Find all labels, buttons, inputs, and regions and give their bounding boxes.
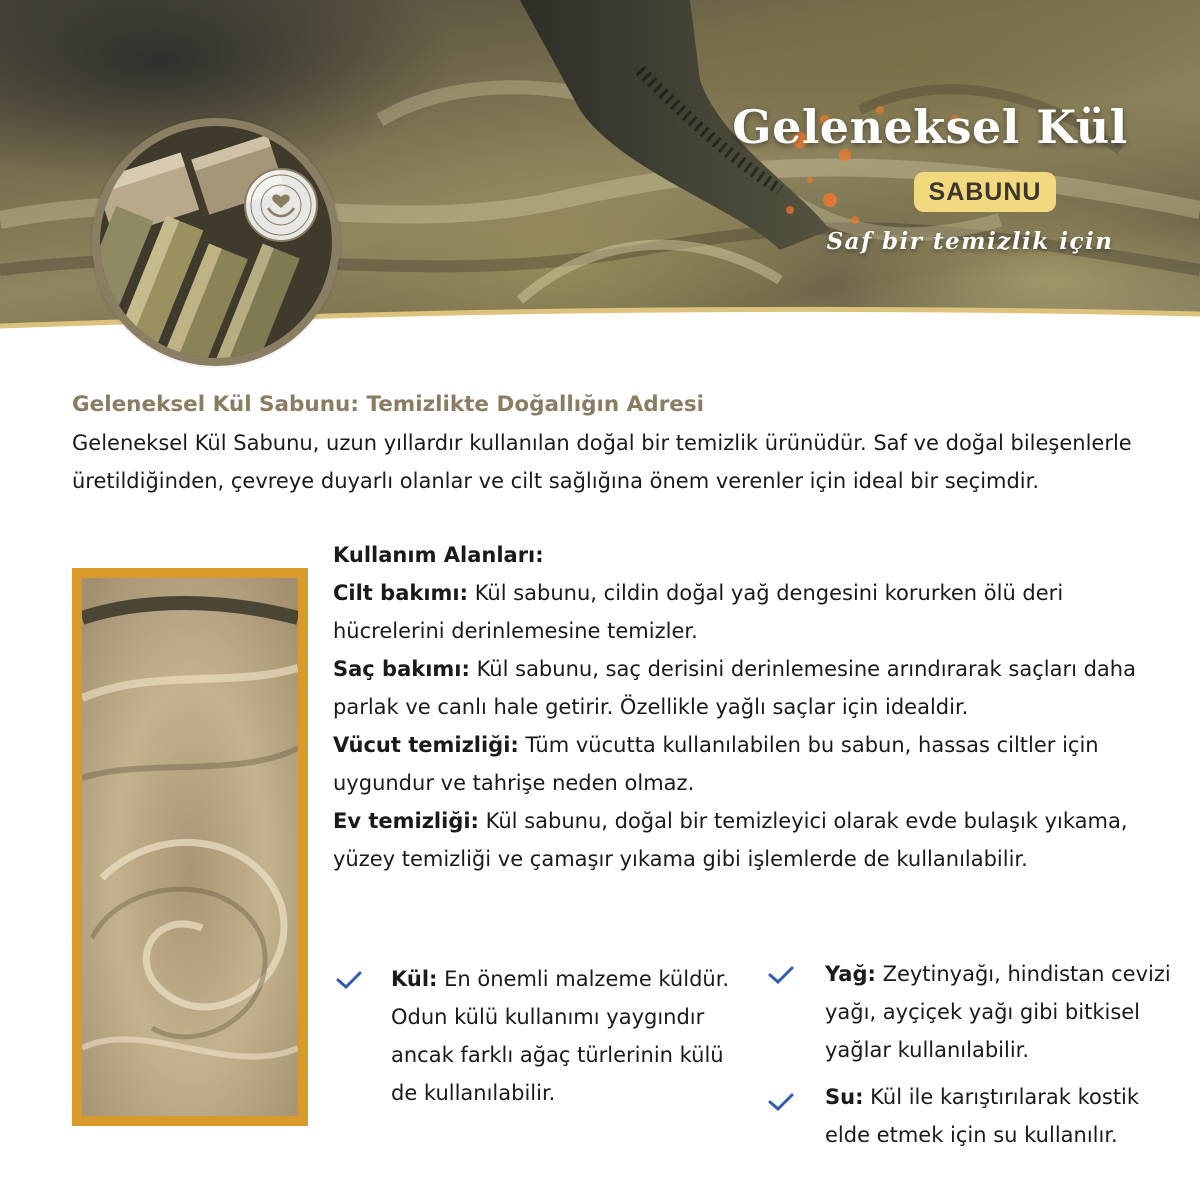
soap-paste-photo [72, 568, 308, 1126]
ingredient-label: Su: [825, 1085, 864, 1109]
usage-item-label: Cilt bakımı: [333, 581, 469, 605]
handmade-badge [244, 168, 318, 242]
subtitle-pill: SABUNU [914, 172, 1056, 212]
ingredient-text: Kül ile karıştırılarak kostik elde etmek için su kullanılır. [825, 1085, 1140, 1147]
hero-title: Geleneksel Kül [732, 100, 1128, 154]
usage-item-label: Vücut temizliği: [333, 733, 519, 757]
check-icon [336, 970, 362, 990]
usage-item-skin [333, 574, 1173, 650]
ingredient-ash [391, 960, 741, 1112]
usage-item-text: Tüm vücutta kullanılabilen bu sabun, hassas ciltler için uygundur ve tahrişe neden olmaz. [333, 733, 1099, 795]
ingredient-water [825, 1078, 1180, 1154]
usage-item-text: Kül sabunu, cildin doğal yağ dengesini korurken ölü deri hücrelerini derinlemesine temizler. [333, 581, 1064, 643]
intro-paragraph: Geleneksel Kül Sabunu, uzun yıllardır kullanılan doğal bir temizlik ürünüdür. Saf ve doğal bileşenlerle üretildiğinden, çevreye duyarlı olanlar ve cilt sağlığına önem verenler için ideal bir seçimdir. [72, 431, 1132, 493]
usage-heading: Kullanım Alanları: [333, 543, 544, 567]
usage-item-home [333, 802, 1173, 878]
ingredient-label: Yağ: [825, 962, 876, 986]
intro-title: Geleneksel Kül Sabunu: Temizlikte Doğallığın Adresi [72, 392, 705, 417]
check-icon [768, 965, 794, 985]
usage-item-text: Kül sabunu, saç derisini derinlemesine arındırarak saçları daha parlak ve canlı hale getirir. Özellikle yağlı saçlar için idealdir. [333, 657, 1136, 719]
check-icon [768, 1092, 794, 1112]
ingredient-label: Kül: [391, 967, 438, 991]
usage-item-label: Ev temizliği: [333, 809, 479, 833]
ingredient-oil [825, 955, 1180, 1069]
ingredient-text: En önemli malzeme küldür. Odun külü kullanımı yaygındır ancak farklı ağaç türlerinin külü de kullanılabilir. [391, 967, 730, 1105]
usage-item-text: Kül sabunu, doğal bir temizleyici olarak evde bulaşık yıkama, yüzey temizliği ve çamaşır yıkama gibi işlemlerde de kullanılabilir. [333, 809, 1128, 871]
ingredient-text: Zeytinyağı, hindistan cevizi yağı, ayçiçek yağı gibi bitkisel yağlar kullanılabilir. [825, 962, 1171, 1062]
usage-item-body [333, 726, 1173, 802]
usage-item-label: Saç bakımı: [333, 657, 470, 681]
hands-heart-icon [246, 170, 316, 240]
usage-section [333, 536, 1173, 878]
usage-item-hair [333, 650, 1173, 726]
hero-tagline: Saf bir temizlik için [826, 228, 1114, 255]
soap-bars-photo [92, 118, 340, 366]
